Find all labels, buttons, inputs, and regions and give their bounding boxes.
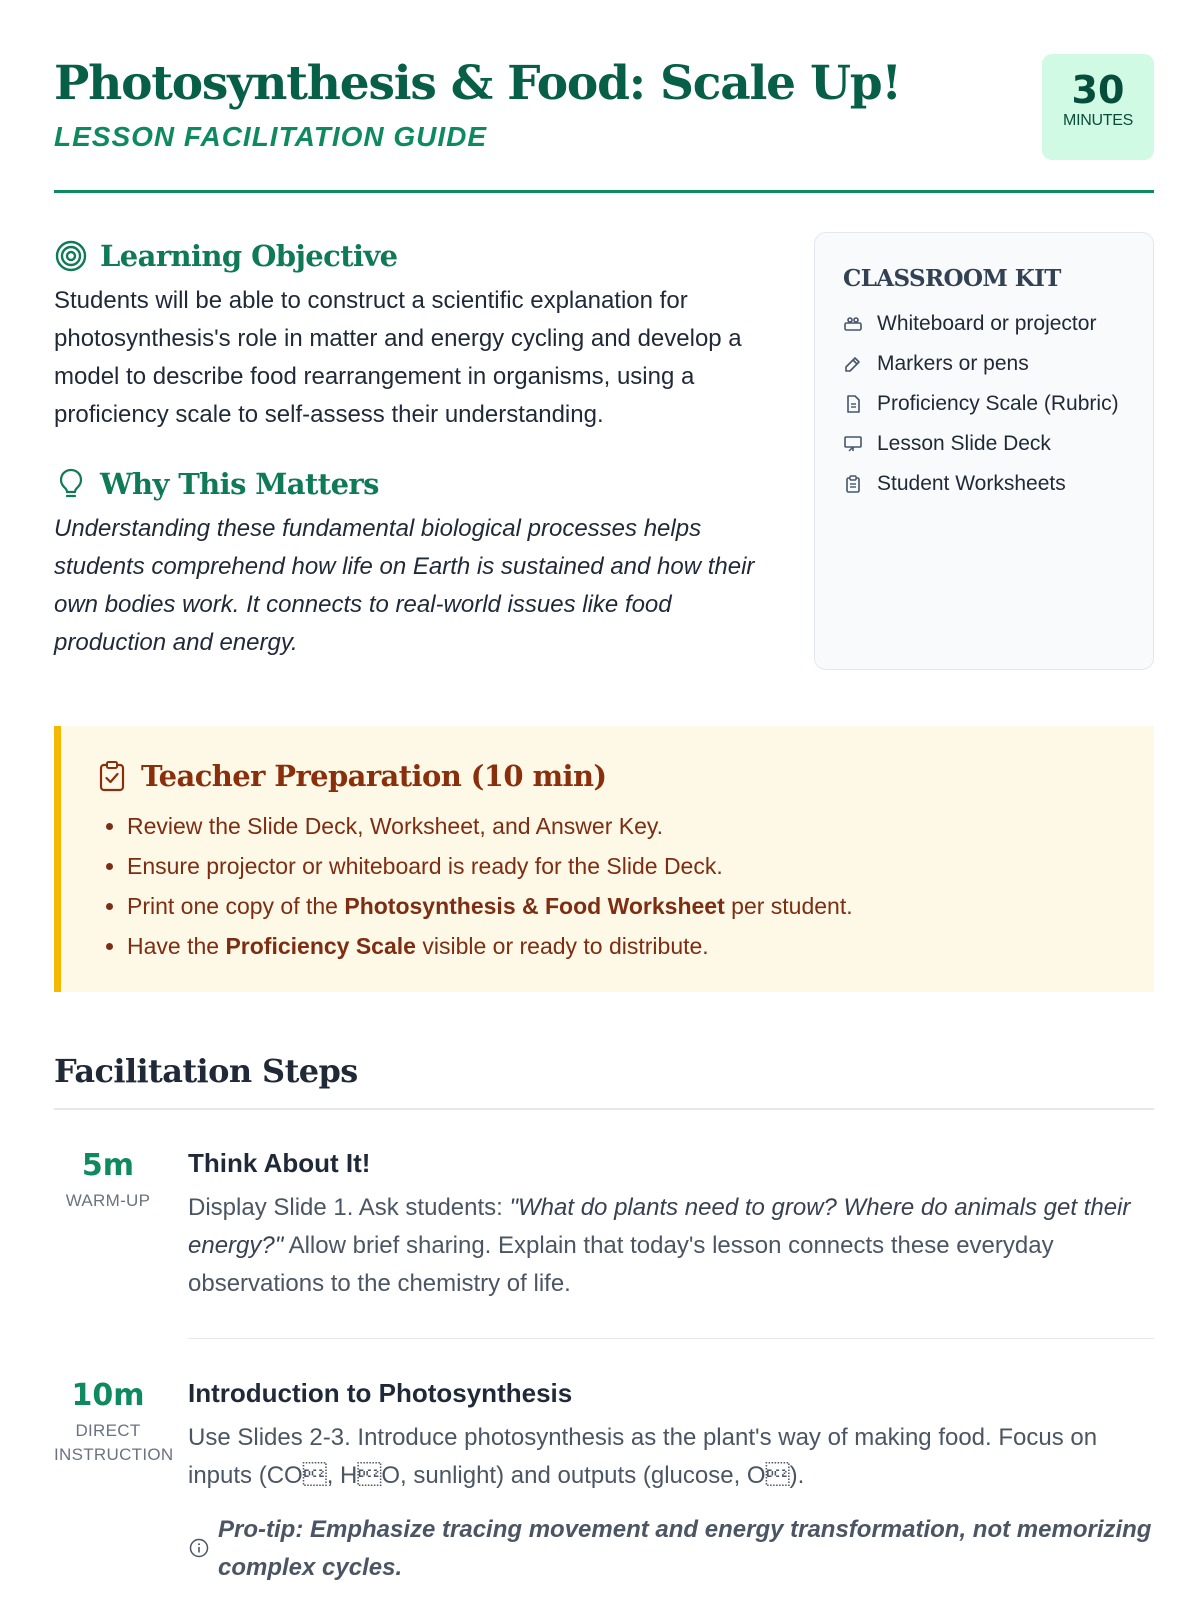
document-icon (843, 394, 863, 414)
kit-item-label: Markers or pens (877, 352, 1029, 375)
prep-item-text: Print one copy of the (127, 893, 345, 919)
prep-item: • Review the Slide Deck, Worksheet, and Answer Key. (127, 806, 1120, 846)
step-title: Introduction to Photosynthesis (188, 1378, 573, 1408)
clipboard-check-icon (95, 759, 129, 793)
kit-item (843, 344, 1125, 384)
kit-heading: CLASSROOM KIT (843, 265, 1061, 292)
step-phase-line: DIRECT (75, 1421, 141, 1440)
step-title: Think About It! (188, 1148, 371, 1178)
step-duration: 5m (81, 1148, 135, 1183)
step-phase-line: INSTRUCTION (54, 1445, 174, 1464)
duration-badge (1042, 54, 1154, 160)
kit-item-label: Student Worksheets (877, 472, 1066, 495)
objective-heading-row (54, 236, 774, 276)
prep-heading-row (95, 756, 1120, 796)
kit-item (843, 464, 1125, 504)
objective-heading: Learning Objective (100, 239, 398, 273)
step-time (54, 1378, 174, 1467)
prep-item: • Ensure projector or whiteboard is ready for the Slide Deck. (127, 846, 1120, 886)
prep-item (127, 926, 1120, 966)
why-heading: Why This Matters (100, 467, 379, 501)
why-heading-row (54, 464, 774, 504)
kit-item-label: Whiteboard or projector (877, 312, 1097, 335)
why-text: Understanding these fundamental biological processes helps students comprehend how life on Earth is sustained and how their own bodies work. It connects to real-world issues like food production and energy. (54, 515, 755, 656)
page-subtitle: LESSON FACILITATION GUIDE (54, 121, 488, 152)
prep-item-bold: Photosynthesis & Food Worksheet (344, 893, 725, 919)
lesson-guide-page (54, 0, 1154, 1581)
prep-item (127, 886, 1120, 926)
pro-tip (188, 1511, 1154, 1587)
objective-text: Students will be able to construct a scientific explanation for photosynthesis's role in matter and energy cycling and develop a model to describe food rearrangement in organisms, using a proficiency scale to self-assess their understanding. (54, 287, 742, 428)
kit-item (843, 304, 1125, 344)
prep-item-text: per student. (724, 893, 853, 919)
step-text-part: Display Slide 1. Ask students: (188, 1194, 510, 1221)
whiteboard-icon (843, 314, 863, 334)
prep-item-text: visible or ready to distribute. (415, 933, 709, 959)
lightbulb-icon (54, 467, 88, 501)
clipboard-icon (843, 474, 863, 494)
kit-item-label: Proficiency Scale (Rubric) (877, 392, 1119, 415)
step-duration: 10m (71, 1378, 145, 1413)
marker-icon (843, 354, 863, 374)
pro-tip-text: Pro-tip: Emphasize tracing movement and energy transformation, not memorizing complex cycles. (218, 1516, 1152, 1581)
duration-unit: MINUTES (1063, 112, 1133, 129)
step-text (188, 1189, 1154, 1303)
step-divider (188, 1338, 1154, 1339)
prep-item-text: Have the (127, 933, 226, 959)
step-text-part: Allow brief sharing. Explain that today's lesson connects these everyday observations to the chemistry of life. (188, 1232, 1054, 1297)
step-phase (54, 1419, 174, 1467)
prep-item-bold: Proficiency Scale (225, 933, 416, 959)
kit-item (843, 424, 1125, 464)
step-body (188, 1378, 1154, 1587)
duration-value: 30 (1071, 68, 1125, 112)
teacher-prep-callout (54, 726, 1154, 992)
facilitation-heading: Facilitation Steps (54, 1052, 358, 1090)
header (54, 0, 1154, 193)
target-icon (54, 239, 88, 273)
step-quote: "What do plants need to grow? Where do animals get their energy?" (188, 1194, 1131, 1259)
prep-list (95, 806, 1120, 966)
step-body (188, 1148, 1154, 1303)
kit-item-label: Lesson Slide Deck (877, 432, 1051, 455)
step-phase: WARM-UP (65, 1191, 151, 1210)
classroom-kit-card (814, 232, 1154, 670)
step-time (54, 1148, 162, 1213)
kit-list (843, 304, 1125, 504)
prep-heading: Teacher Preparation (10 min) (141, 759, 607, 793)
step-text: Use Slides 2-3. Introduce photosynthesis as the plant's way of making food. Focus on inputs (CO, HO, sunlight) and outputs (glucose, O). (188, 1424, 1098, 1489)
page-title: Photosynthesis & Food: Scale Up! (54, 56, 901, 111)
info-icon (188, 1537, 210, 1559)
presentation-icon (843, 434, 863, 454)
overview-section (54, 236, 774, 662)
kit-item (843, 384, 1125, 424)
section-divider (54, 1108, 1154, 1110)
